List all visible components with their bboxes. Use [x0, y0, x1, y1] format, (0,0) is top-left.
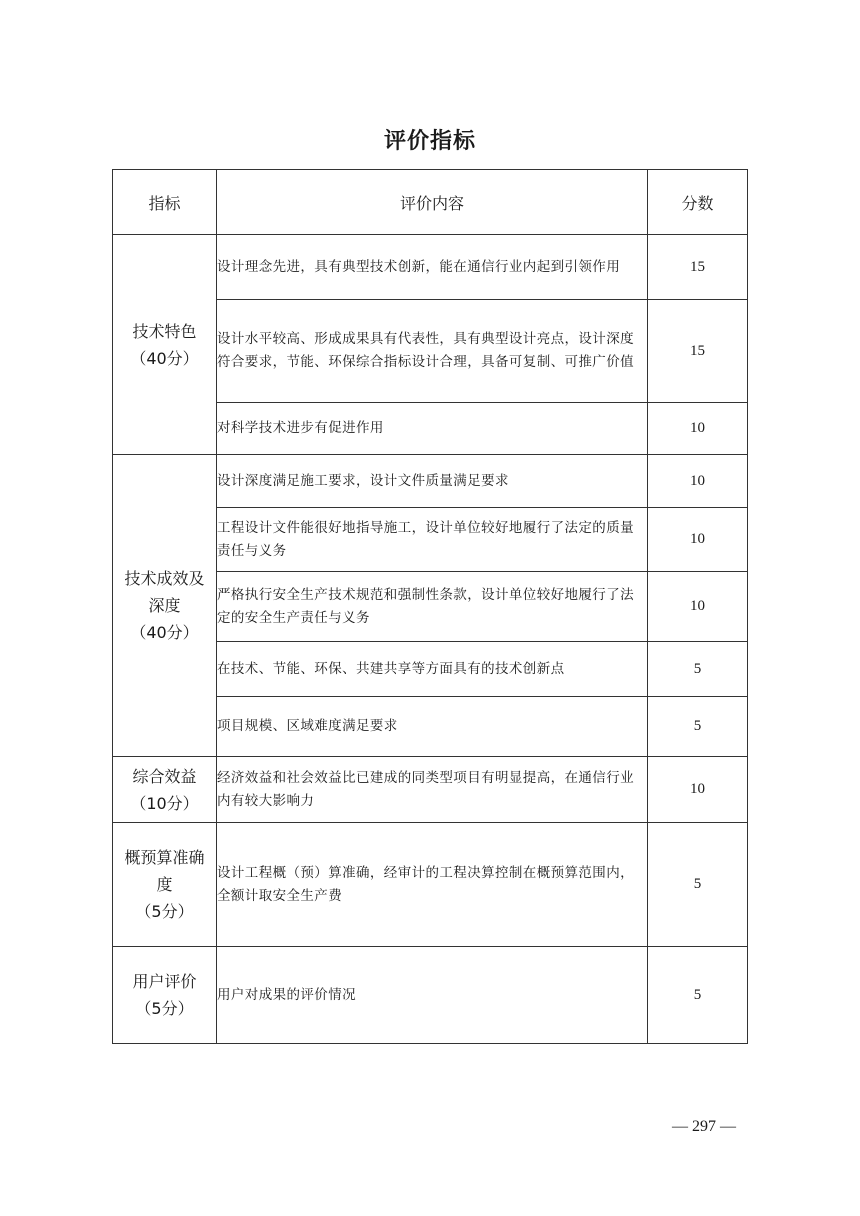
content-cell: 设计深度满足施工要求，设计文件质量满足要求	[217, 455, 648, 508]
content-cell: 用户对成果的评价情况	[217, 947, 648, 1044]
score-cell: 15	[648, 300, 748, 403]
content-cell: 在技术、节能、环保、共建共享等方面具有的技术创新点	[217, 642, 648, 697]
content-cell: 严格执行安全生产技术规范和强制性条款，设计单位较好地履行了法定的安全生产责任与义务	[217, 572, 648, 642]
category-points: （5分）	[135, 999, 194, 1018]
page-title: 评价指标	[383, 129, 476, 154]
content-cell: 工程设计文件能很好地指导施工，设计单位较好地履行了法定的质量责任与义务	[217, 508, 648, 572]
score-cell: 5	[648, 823, 748, 947]
category-points: （40分）	[130, 623, 199, 642]
category-name: 技术成效及深度	[124, 569, 205, 615]
category-cell	[113, 757, 217, 823]
content-cell: 对科学技术进步有促进作用	[217, 403, 648, 455]
category-cell	[113, 455, 217, 757]
header-indicator: 指标	[113, 170, 217, 235]
category-points: （10分）	[130, 793, 199, 813]
table-row	[113, 235, 748, 300]
score-cell: 10	[648, 403, 748, 455]
header-score: 分数	[648, 170, 748, 235]
score-cell: 10	[648, 508, 748, 572]
header-content: 评价内容	[217, 170, 648, 235]
content-cell: 设计水平较高、形成成果具有代表性，具有典型设计亮点，设计深度符合要求，节能、环保综合指标设计合理，具备可复制、可推广价值	[217, 300, 648, 403]
score-cell: 10	[648, 455, 748, 508]
content-cell: 经济效益和社会效益比已建成的同类型项目有明显提高，在通信行业内有较大影响力	[217, 757, 648, 823]
content-cell: 设计理念先进，具有典型技术创新，能在通信行业内起到引领作用	[217, 235, 648, 300]
table-row	[113, 947, 748, 1044]
category-name: 用户评价	[132, 972, 197, 991]
table-row	[113, 823, 748, 947]
score-cell: 15	[648, 235, 748, 300]
score-cell: 5	[648, 947, 748, 1044]
score-cell: 10	[648, 572, 748, 642]
content-cell: 设计工程概（预）算准确，经审计的工程决算控制在概预算范围内，全额计取安全生产费	[217, 823, 648, 947]
content-cell: 项目规模、区域难度满足要求	[217, 697, 648, 757]
evaluation-table	[112, 169, 748, 1044]
category-cell	[113, 823, 217, 947]
page-number: — 297 —	[672, 1118, 736, 1135]
category-points: （40分）	[130, 348, 199, 368]
category-points: （5分）	[135, 902, 194, 921]
category-name: 技术特色	[132, 321, 197, 341]
table-row	[113, 455, 748, 508]
table-row	[113, 757, 748, 823]
category-cell	[113, 947, 217, 1044]
score-cell: 10	[648, 757, 748, 823]
category-name: 综合效益	[132, 766, 197, 786]
score-cell: 5	[648, 697, 748, 757]
category-name: 概预算准确度	[124, 848, 205, 894]
table-header-row	[113, 170, 748, 235]
score-cell: 5	[648, 642, 748, 697]
category-cell	[113, 235, 217, 455]
